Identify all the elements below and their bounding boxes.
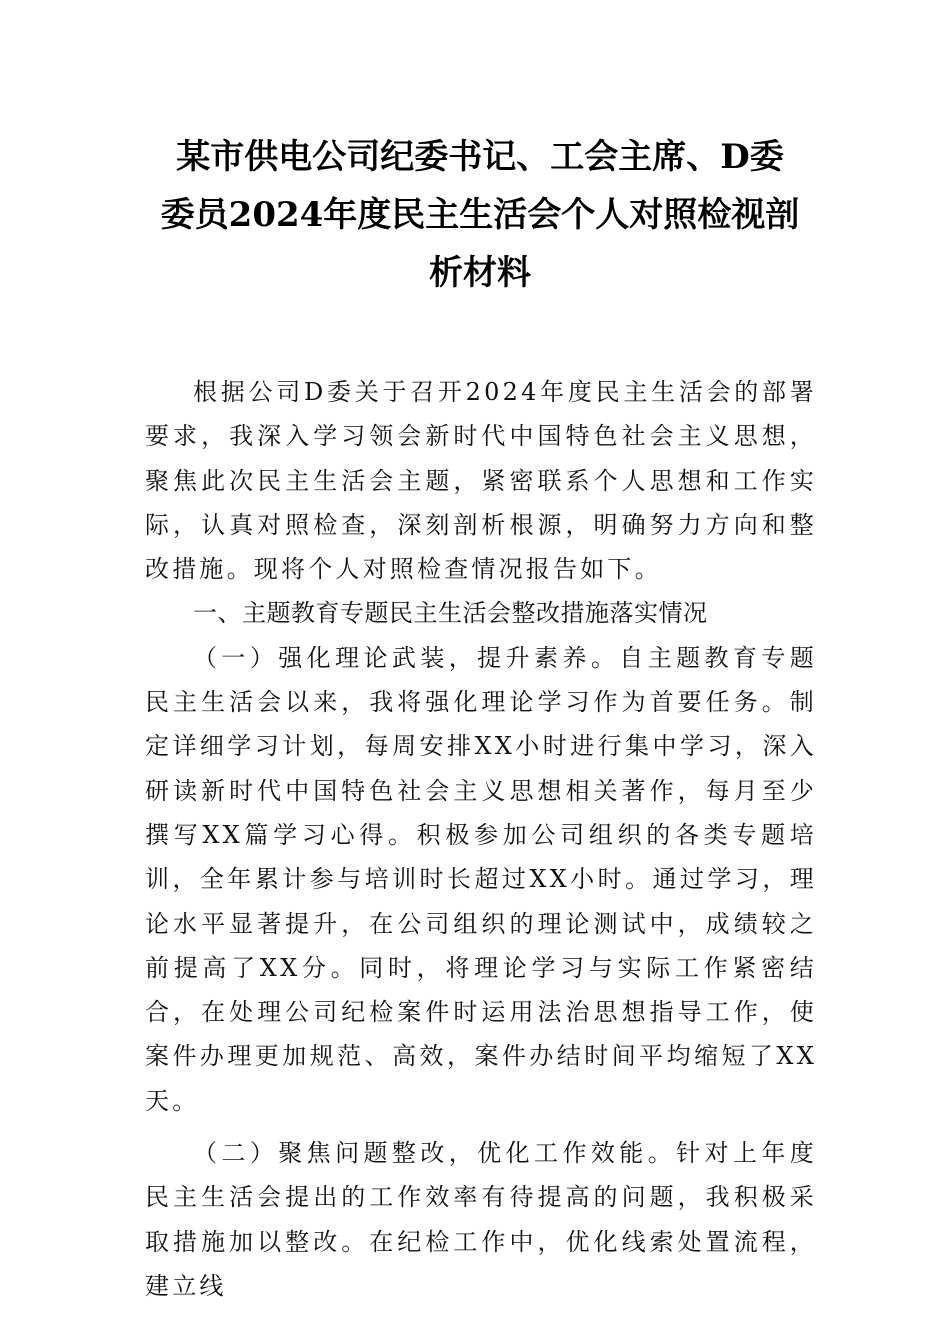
subsection-paragraph-2: （二）聚焦问题整改，优化工作效能。针对上年度民主生活会提出的工作效率有待提高的问题，我积极采取措施加以整改。在纪检工作中，优化线索处置流程，建立线: [145, 1139, 817, 1300]
title-line-2: 委员2024年度民主生活会个人对照检视剖: [160, 195, 800, 235]
document-body: [145, 370, 817, 1308]
intro-paragraph: 根据公司D委关于召开2024年度民主生活会的部署要求，我深入学习领会新时代中国特色社会主义思想，聚焦此次民主生活会主题，紧密联系个人思想和工作实际，认真对照检查，深刻剖析根源，明确努力方向和整改措施。现将个人对照检查情况报告如下。: [145, 378, 817, 584]
document-title: [140, 128, 820, 302]
subsection-paragraph-1: （一）强化理论武装，提升素养。自主题教育专题民主生活会以来，我将强化理论学习作为首要任务。制定详细学习计划，每周安排XX小时进行集中学习，深入研读新时代中国特色社会主义思想相关著作，每月至少撰写XX篇学习心得。积极参加公司组织的各类专题培训，全年累计参与培训时长超过XX小时。通过学习，理论水平显著提升，在公司组织的理论测试中，成绩较之前提高了XX分。同时，将理论学习与实际工作紧密结合，在处理公司纪检案件时运用法治思想指导工作，使案件办理更加规范、高效，案件办结时间平均缩短了XX天。: [145, 643, 817, 1115]
title-line-1: 某市供电公司纪委书记、工会主席、D委: [176, 137, 784, 177]
title-line-3: 析材料: [429, 253, 531, 293]
section-heading-1: 一、主题教育专题民主生活会整改措施落实情况: [193, 599, 708, 628]
